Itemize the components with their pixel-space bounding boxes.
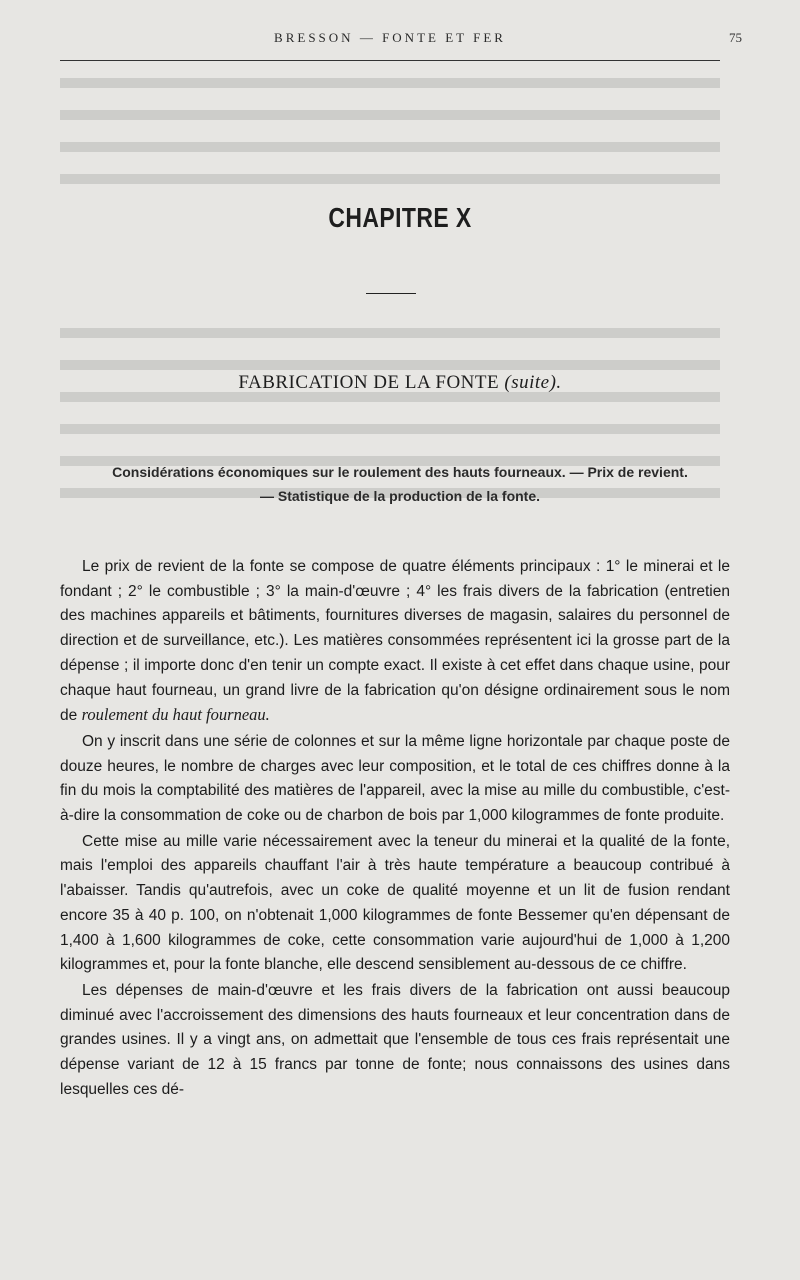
paragraph-1-italic: roulement du haut fourneau.	[81, 705, 270, 725]
summary-line: — Statistique de la production de la fonte.	[259, 488, 541, 504]
section-title-suffix: (suite).	[504, 372, 562, 393]
paragraph-4: Les dépenses de main-d'œuvre et les frais divers de la fabrication ont aussi beaucoup diminué avec l'accroissement des dimensions des hauts fourneaux et leur concentration dans de grandes usines. Il y a vingt ans, on admettait que l'ensemble de tous ces frais représentait une dépense variant de 12 à 15 francs par tonne de fonte; nous connaissons des usines dans lesquelles ces dé-	[60, 981, 730, 1098]
chapter-summary	[60, 460, 740, 508]
paragraph-1	[60, 555, 730, 729]
paragraph-1-text: Le prix de revient de la fonte se compose de quatre éléments principaux : 1° le minerai et le fondant ; 2° le combustible ; 3° la main-d'œuvre ; 4° les frais divers de la fabrication (entretien des machines appareils et bâtiments, fournitures diverses de magasin, salaires du personnel de direction et de surveillance, etc.). Les matières consommées représentent ici la grosse part de la dépense ; il importe donc d'en tenir un compte exact. Il existe à cet effet dans chaque usine, pour chaque haut fourneau, un grand livre de la fabrication qu'on désigne ordinairement sous le nom de	[60, 558, 730, 725]
paragraph-3: Cette mise au mille varie nécessairement avec la teneur du minerai et la qualité de la fonte, mais l'emploi des appareils chauffant l'air à très haute température a beaucoup contribué à l'abaisser. Tandis qu'autrefois, avec un coke de qualité moyenne et un lit de fusion rendant encore 35 à 40 p. 100, on n'obtenait 1,000 kilogrammes de fonte Bessemer qu'en dépensant de 1,400 à 1,600 kilogrammes de coke, cette consommation varie aujourd'hui de 1,000 à 1,200 kilogrammes et, pour la fonte blanche, elle descend sensiblement au-dessous de ce chiffre.	[60, 832, 730, 974]
header-rule	[60, 60, 720, 61]
paragraph-2: On y inscrit dans une série de colonnes et sur la même ligne horizontale par chaque poste de douze heures, le nombre de charges avec leur composition, et le total de ces chiffres donne à la fin du mois la comptabilité des matières de l'appareil, avec la mise au mille du combustible, c'est-à-dire la consommation de coke ou de charbon de bois par 1,000 kilogrammes de fonte produite.	[60, 732, 730, 825]
body-text	[60, 555, 730, 1103]
section-title-text: FABRICATION DE LA FONTE	[238, 372, 500, 393]
chapter-rule	[366, 293, 416, 294]
section-title	[0, 372, 800, 394]
chapter-title: CHAPITRE X	[328, 202, 472, 233]
page-number: 75	[729, 30, 742, 45]
running-header: BRESSON — FONTE ET FER	[274, 30, 506, 45]
show-through-top	[60, 70, 720, 190]
summary-line: Considérations économiques sur le roulement des hauts fourneaux. — Prix de revient.	[112, 464, 688, 480]
